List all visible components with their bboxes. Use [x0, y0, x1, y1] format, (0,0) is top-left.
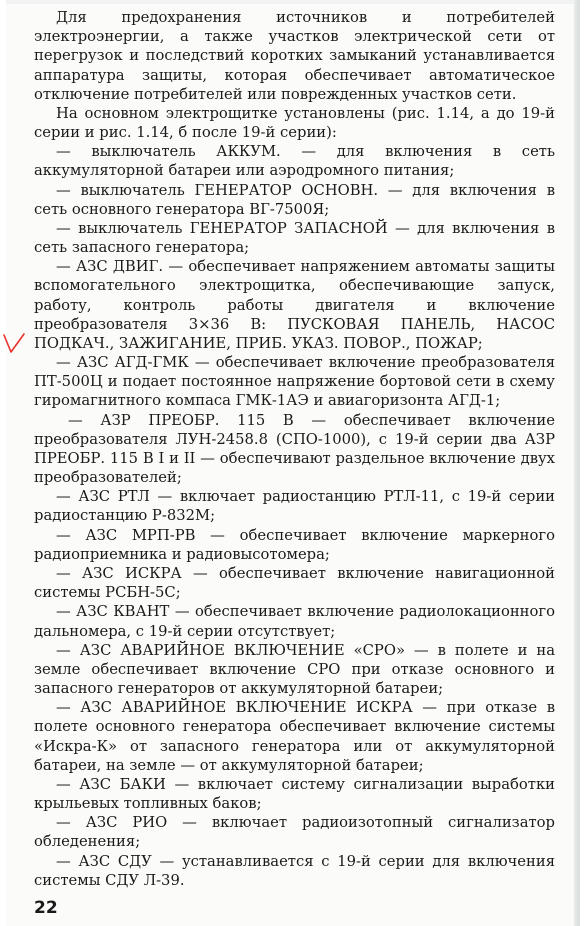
- intro-paragraph: На основном электрощитке установлены (рис. 1.14, а до 19-й серии и рис. 1.14, б после 19-й серии):: [34, 104, 555, 142]
- list-item: — АЗС ИСКРА — обеспечивает включение навигационной системы РСБН-5С;: [34, 564, 555, 602]
- list-item: — АЗС АВАРИЙНОЕ ВКЛЮЧЕНИЕ ИСКРА — при отказе в полете основного генератора обеспечивает включение системы «Искра-К» от запасного генератора или от аккумуляторной батареи, на земле — от аккумуляторной батареи;: [34, 699, 555, 774]
- list-item: — АЗС МРП-РВ — обеспечивает включение маркерного радиоприемника и радиовысотомера;: [34, 526, 555, 563]
- list-item: — выключатель ГЕНЕРАТОР ОСНОВН. — для включения в сеть основного генератора ВГ-7500Я;: [34, 181, 555, 218]
- list-item: — АЗС РТЛ — включает радиостанцию РТЛ-11, с 19-й серии радиостанцию Р-832М;: [34, 488, 555, 525]
- list-item: — АЗС СДУ — устанавливается с 19-й серии для включения системы СДУ Л-39.: [34, 852, 555, 889]
- page-right-edge: [574, 0, 580, 926]
- document-body: [34, 8, 555, 890]
- list-item: — АЗС АВАРИЙНОЕ ВКЛЮЧЕНИЕ «СРО» — в полете и на земле обеспечивает включение СРО при отказе основного и запасного генераторов от аккумуляторной батареи;: [34, 641, 555, 698]
- list-item: — АЗС БАКИ — включает систему сигнализации выработки крыльевых топливных баков;: [34, 775, 555, 813]
- list-item: — АЗР ПРЕОБР. 115 В — обеспечивает включение преобразователя ЛУН-2458.8 (СПО-1000), с 19-й серии два АЗР ПРЕОБР. 115 В I и II — обеспечивают раздельное включение двух преобразователей;: [34, 411, 555, 487]
- page-number: 22: [34, 898, 58, 918]
- intro-paragraph: Для предохранения источников и потребителей электроэнергии, а также участков электрической сети от перегрузок и последствий коротких замыканий устанавливается аппаратура защиты, которая обеспечивает автоматическое отключение потребителей или поврежденных участков сети.: [34, 9, 555, 103]
- list-item: — АЗС КВАНТ — обеспечивает включение радиолокационного дальномера, с 19-й серии отсутствует;: [34, 603, 555, 640]
- list-item: — АЗС РИО — включает радиоизотопный сигнализатор обледенения;: [34, 814, 555, 851]
- list-item: — выключатель АККУМ. — для включения в сеть аккумуляторной батареи или аэродромного питания;: [34, 143, 555, 180]
- list-item: — выключатель ГЕНЕРАТОР ЗАПАСНОЙ — для включения в сеть запасного генератора;: [34, 219, 555, 257]
- list-item: — АЗС АГД-ГМК — обеспечивает включение преобразователя ПТ-500Ц и подает постоянное напряжение бортовой сети в схему гиромагнитного компаса ГМК-1АЭ и авиагоризонта АГД-1;: [34, 354, 555, 410]
- red-check-mark-icon: [1, 331, 27, 357]
- list-item: — АЗС ДВИГ. — обеспечивает напряжением автоматы защиты вспомогательного электрощитка, обеспечивающие запуск, работу, контроль работы двигателя и включение преобразователя 3×36 В: ПУСКОВАЯ ПАНЕЛЬ, НАСОС ПОДКАЧ., ЗАЖИГАНИЕ, ПРИБ. УКАЗ. ПОВОР., ПОЖАР;: [34, 258, 555, 352]
- page-top-edge: [6, 0, 580, 4]
